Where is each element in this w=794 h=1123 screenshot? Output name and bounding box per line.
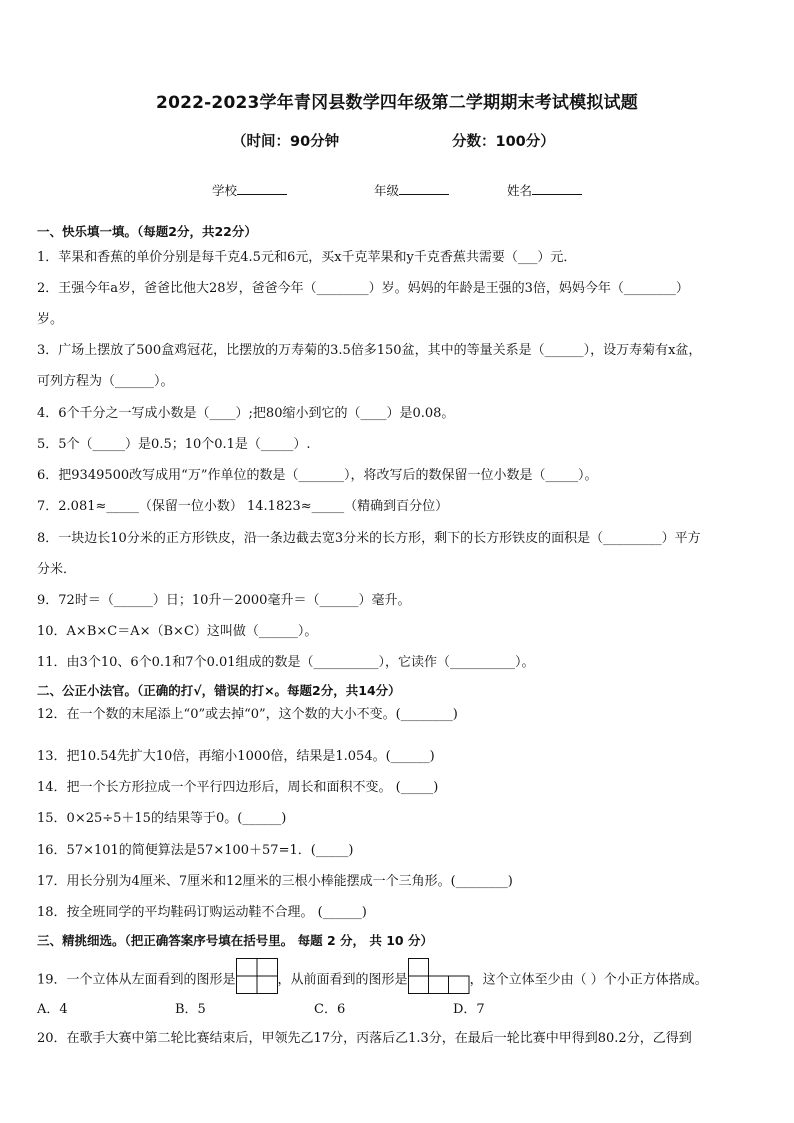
grade-blank[interactable]: [399, 181, 449, 195]
question-8: 8．一块边长10分米的正方形铁皮，沿一条边截去宽3分米的长方形，剩下的长方形铁皮的面积是（_________）平方: [37, 531, 701, 546]
question-5: 5．5个（_____）是0.5；10个0.1是（_____）.: [37, 437, 311, 452]
question-9: 9．72时＝（______）日；10升－2000毫升＝（______）毫升。: [37, 593, 411, 608]
school-label: 学校: [212, 183, 238, 198]
question-19-part2: ，从前面看到的图形是: [277, 972, 408, 988]
option-c[interactable]: C．6: [314, 1002, 346, 1017]
question-3: 3．广场上摆放了500盒鸡冠花，比摆放的万寿菊的3.5倍多150盆，其中的等量关系是（______），设万寿菊有x盆，: [37, 343, 702, 358]
section-2-heading: 二、公正小法官。（正确的打√，错误的打×。每题2分，共14分）: [37, 683, 401, 698]
question-10: 10．A×B×C＝A×（B×C）这叫做（______）。: [37, 624, 318, 639]
question-16: 16．57×101的简便算法是57×100＋57=1．(_____): [37, 843, 354, 858]
exam-score: 分数：100分）: [452, 134, 555, 150]
section-3-heading: 三、精挑细选。（把正确答案序号填在括号里。 每题 2 分， 共 10 分）: [37, 933, 433, 948]
question-7: 7．2.081≈_____（保留一位小数） 14.1823≈_____（精确到百分位）: [37, 499, 449, 514]
question-11: 11．由3个10、6个0.1和7个0.01组成的数是（__________），它读作（__________）。: [37, 655, 535, 670]
left-view-figure: [236, 958, 278, 994]
question-12: 12．在一个数的末尾添上“0”或去掉“0”，这个数的大小不变。(________): [37, 707, 458, 722]
question-14: 14．把一个长方形拉成一个平行四边形后，周长和面积不变。 (_____): [37, 780, 439, 795]
question-13: 13．把10.54先扩大10倍，再缩小1000倍，结果是1.054。(______): [37, 749, 435, 764]
question-20: 20．在歌手大赛中第二轮比赛结束后，甲领先乙17分，丙落后乙1.3分，在最后一轮比赛中甲得到80.2分，乙得到: [37, 1031, 692, 1046]
question-19-part3: ，这个立体至少由（ ）个小正方体搭成。: [469, 972, 708, 988]
question-3-cont: 可列方程为（______）。: [37, 374, 174, 389]
exam-time: （时间：90分钟: [232, 134, 340, 150]
question-19-part1: 19．一个立体从左面看到的图形是: [37, 972, 236, 988]
name-label: 姓名: [507, 183, 533, 198]
exam-title: 2022-2023学年青冈县数学四年级第二学期期末考试模拟试题: [156, 93, 638, 113]
option-b[interactable]: B．5: [175, 1002, 206, 1017]
name-field: [507, 181, 582, 199]
question-8-cont: 分米．: [37, 562, 77, 577]
option-a[interactable]: A．4: [37, 1002, 68, 1017]
question-15: 15．0×25÷5＋15的结果等于0。(______): [37, 811, 287, 826]
option-d[interactable]: D．7: [453, 1002, 485, 1017]
question-2: 2．王强今年a岁，爸爸比他大28岁，爸爸今年（________）岁。妈妈的年龄是王强的3倍，妈妈今年（________）: [37, 281, 689, 296]
question-4: 4．6个千分之一写成小数是（____）;把80缩小到它的（____）是0.08。: [37, 406, 455, 421]
section-1-heading: 一、快乐填一填。（每题2分，共22分）: [37, 224, 257, 239]
question-6: 6．把9349500改写成用“万”作单位的数是（_______），将改写后的数保留一位小数是（_____）。: [37, 468, 598, 483]
question-17: 17．用长分别为4厘米、7厘米和12厘米的三根小棒能摆成一个三角形。(________): [37, 874, 513, 889]
school-blank[interactable]: [237, 181, 287, 195]
question-1: 1．苹果和香蕉的单价分别是每千克4.5元和6元，买x千克苹果和y千克香蕉共需要（___）元．: [37, 250, 577, 265]
name-blank[interactable]: [532, 181, 582, 195]
front-view-figure: [408, 958, 470, 994]
question-18: 18．按全班同学的平均鞋码订购运动鞋不合理。 (______): [37, 905, 367, 920]
grade-field: [374, 181, 449, 199]
question-2-cont: 岁。: [37, 312, 64, 327]
school-field: [212, 181, 287, 199]
grade-label: 年级: [374, 183, 400, 198]
question-19: [37, 962, 708, 998]
